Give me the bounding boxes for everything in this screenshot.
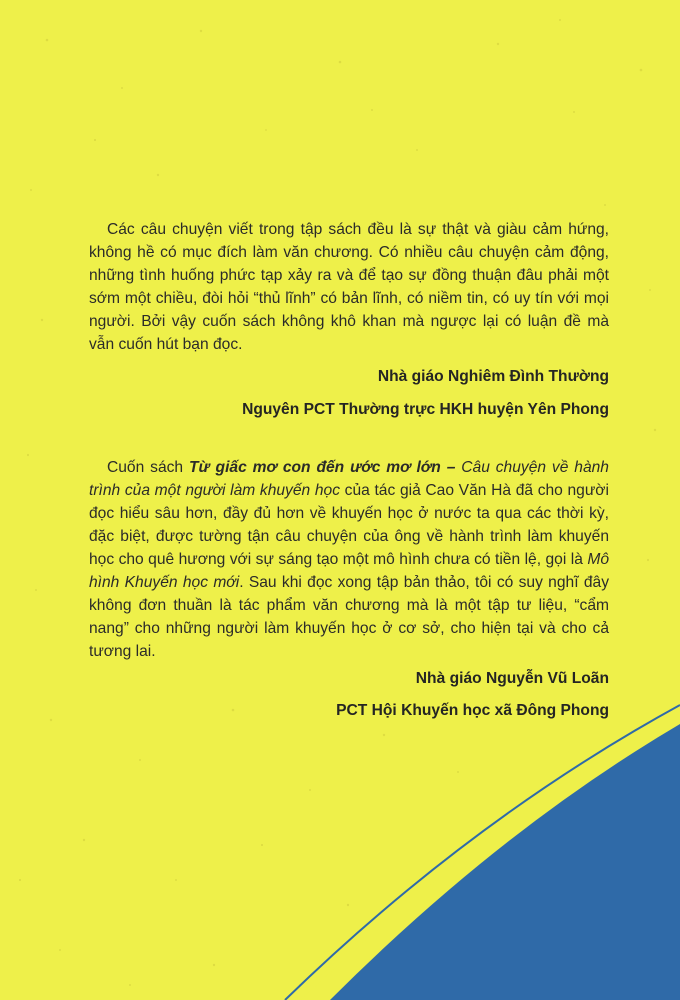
quote-2-text — [89, 456, 609, 663]
quote-2-author-title: PCT Hội Khuyến học xã Đông Phong — [336, 702, 609, 719]
quote-2-middle: của tác giả Cao Văn Hà đã cho người đọc hiểu sâu hơn, đầy đủ hơn về khuyến học ở nước ta qua các thời kỳ, đặc biệt, được tường tận câu chuyện của ông về hành trình làm khuyến học cho quê hương với sự sáng tạo một mô hình chưa có tiền lệ, gọi là — [89, 482, 609, 568]
quote-2-book-subtitle: Câu chuyện về hành trình của một người làm khuyến học — [89, 459, 609, 499]
back-cover-quotes — [89, 218, 609, 723]
quote-2-lead: Cuốn sách — [107, 459, 189, 476]
quote-1-author-title: Nguyên PCT Thường trực HKH huyện Yên Phong — [242, 401, 609, 418]
quote-2-model-name: Mô hình Khuyến học mới — [89, 551, 609, 591]
quote-2-tail: . Sau khi đọc xong tập bản thảo, tôi có suy nghĩ đây không đơn thuần là tác phẩm văn chương mà là một tập tư liệu, “cẩm nang” cho những người làm khuyến học ở cơ sở, cho hiện tại và cho cả tương lai. — [89, 574, 609, 660]
quote-1-author: Nhà giáo Nghiêm Đình Thường — [377, 368, 609, 385]
quote-1-text: Các câu chuyện viết trong tập sách đều là sự thật và giàu cảm hứng, không hề có mục đích làm văn chương. Có nhiều câu chuyện cảm động, những tình huống phức tạp xảy ra và để tạo sự đồng thuận đâu phải một sớm một chiều, đòi hỏi “thủ lĩnh” có bản lĩnh, có niềm tin, có uy tín với mọi người. Bởi vậy cuốn sách không khô khan mà ngược lại có luận đề mà vẫn cuốn hút bạn đọc. — [89, 221, 609, 353]
quote-2-author: Nhà giáo Nguyễn Vũ Loãn — [415, 670, 609, 687]
blue-arc-shape — [330, 724, 680, 1000]
quote-2-book-title: Từ giấc mơ con đến ước mơ lớn – — [189, 459, 456, 476]
